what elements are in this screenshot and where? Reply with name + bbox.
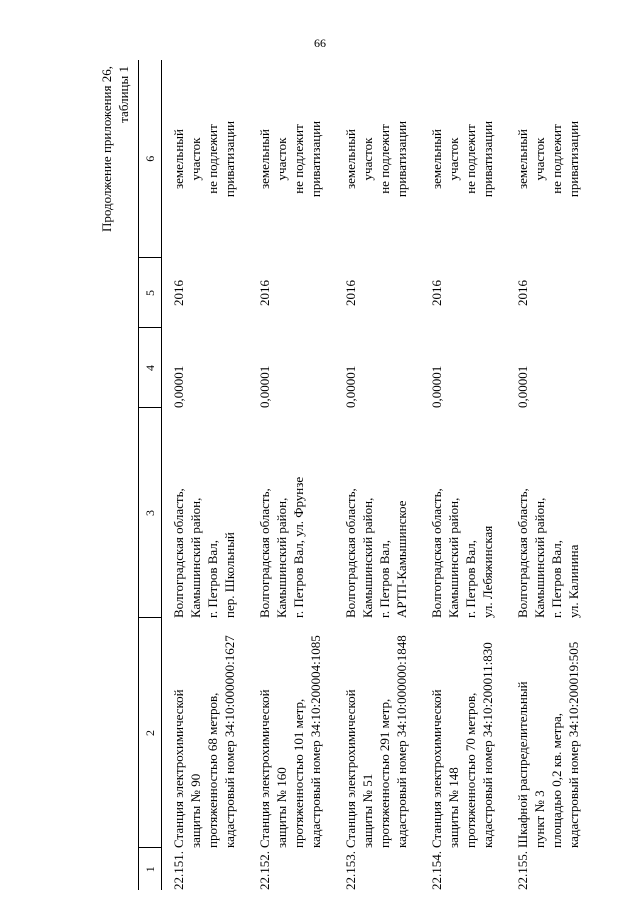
cell-line: не подлежит xyxy=(205,124,220,194)
address-cell xyxy=(162,408,249,618)
cell-line: ул. Лебяжинская xyxy=(480,525,495,618)
cell-line: не подлежит xyxy=(463,124,478,194)
note-cell xyxy=(162,60,249,258)
address-cell xyxy=(248,408,334,618)
cell-line: Шкафной распределительный xyxy=(515,681,530,848)
cell-line: приватизации xyxy=(308,120,323,198)
cell-line: участок xyxy=(188,137,203,181)
address-cell xyxy=(334,408,420,618)
year-cell: 2016 xyxy=(515,280,530,306)
table-row xyxy=(506,60,592,890)
cell-line: приватизации xyxy=(222,120,237,198)
area-cell: 0,00001 xyxy=(515,365,530,408)
cell-line: протяженностью 68 метров, xyxy=(205,692,220,848)
cell-line: земельный xyxy=(429,129,444,189)
object-name-cell xyxy=(334,618,420,848)
note-cell xyxy=(420,60,506,258)
cell-line: не подлежит xyxy=(291,124,306,194)
cell-line: Камышинский район, xyxy=(274,497,289,618)
cell-line: приватизации xyxy=(566,120,581,198)
cell-line: г. Петров Вал, xyxy=(377,539,392,618)
row-number-cell: 22.152. xyxy=(257,851,272,890)
cell-line: приватизации xyxy=(394,120,409,198)
column-header: 5 xyxy=(139,258,162,328)
cell-line: участок xyxy=(360,137,375,181)
cell-line: кадастровый номер 34:10:200019:505 xyxy=(566,641,581,848)
area-cell: 0,00001 xyxy=(171,365,186,408)
row-number-cell: 22.151. xyxy=(171,851,186,890)
cell-line: г. Петров Вал, xyxy=(549,539,564,618)
cell-line: Станция электрохимической xyxy=(343,689,358,848)
cell-line: площадью 0,2 кв. метра, xyxy=(549,712,564,848)
cell-line: г. Петров Вал, xyxy=(205,539,220,618)
area-cell: 0,00001 xyxy=(429,365,444,408)
column-header: 6 xyxy=(139,60,162,258)
cell-line: г. Петров Вал, ул. Фрунзе xyxy=(291,476,306,618)
row-number-cell: 22.155. xyxy=(515,851,530,890)
column-header: 1 xyxy=(139,848,162,890)
cell-line: протяженностью 70 метров, xyxy=(463,692,478,848)
column-header: 3 xyxy=(139,408,162,618)
note-cell xyxy=(506,60,592,258)
property-table xyxy=(138,60,592,890)
cell-line: защиты № 90 xyxy=(188,773,203,848)
table-row xyxy=(162,60,249,890)
header-row xyxy=(139,60,162,890)
cell-line: земельный xyxy=(515,129,530,189)
row-number-cell: 22.154. xyxy=(429,851,444,890)
cell-line: г. Петров Вал, xyxy=(463,539,478,618)
year-cell: 2016 xyxy=(429,280,444,306)
cell-line: защиты № 160 xyxy=(274,767,289,848)
cell-line: Камышинский район, xyxy=(188,497,203,618)
cell-line: земельный xyxy=(257,129,272,189)
area-cell: 0,00001 xyxy=(343,365,358,408)
cell-line: защиты № 51 xyxy=(360,773,375,848)
object-name-cell xyxy=(248,618,334,848)
cell-line: АРТП-Камышинское xyxy=(394,500,409,618)
table-caption xyxy=(98,66,132,232)
object-name-cell xyxy=(162,618,249,848)
area-cell: 0,00001 xyxy=(257,365,272,408)
year-cell: 2016 xyxy=(171,280,186,306)
rotated-table-page xyxy=(96,40,604,890)
cell-line: Камышинский район, xyxy=(360,497,375,618)
cell-line: кадастровый номер 34:10:000000:1848 xyxy=(394,635,409,848)
cell-line: Станция электрохимической xyxy=(257,689,272,848)
cell-line: Волгоградская область, xyxy=(429,488,444,618)
address-cell xyxy=(420,408,506,618)
object-name-cell xyxy=(420,618,506,848)
cell-line: ул. Калинина xyxy=(566,544,581,618)
cell-line: Волгоградская область, xyxy=(171,488,186,618)
cell-line: Волгоградская область, xyxy=(515,488,530,618)
cell-line: кадастровый номер 34:10:200011:830 xyxy=(480,642,495,848)
cell-line: участок xyxy=(274,137,289,181)
cell-line: протяженностью 291 метр, xyxy=(377,698,392,848)
object-name-cell xyxy=(506,618,592,848)
cell-line: Камышинский район, xyxy=(532,497,547,618)
cell-line: не подлежит xyxy=(377,124,392,194)
cell-line: пункт № 3 xyxy=(532,790,547,848)
cell-line: Волгоградская область, xyxy=(257,488,272,618)
table-row xyxy=(248,60,334,890)
cell-line: Станция электрохимической xyxy=(171,689,186,848)
cell-line: кадастровый номер 34:10:200004:1085 xyxy=(308,635,323,848)
cell-line: Станция электрохимической xyxy=(429,689,444,848)
cell-line: протяженностью 101 метр, xyxy=(291,698,306,848)
cell-line: участок xyxy=(532,137,547,181)
note-cell xyxy=(334,60,420,258)
cell-line: земельный xyxy=(343,129,358,189)
address-cell xyxy=(506,408,592,618)
cell-line: кадастровый номер 34:10:000000:1627 xyxy=(222,635,237,848)
caption-line: Продолжение приложения 26, xyxy=(99,66,114,233)
table-row xyxy=(420,60,506,890)
note-cell xyxy=(248,60,334,258)
column-header: 4 xyxy=(139,328,162,408)
cell-line: Волгоградская область, xyxy=(343,488,358,618)
cell-line: приватизации xyxy=(480,120,495,198)
table-row xyxy=(334,60,420,890)
year-cell: 2016 xyxy=(343,280,358,306)
cell-line: участок xyxy=(446,137,461,181)
cell-line: защиты № 148 xyxy=(446,767,461,848)
page-number: 66 xyxy=(314,36,326,50)
caption-line: таблицы 1 xyxy=(116,66,131,123)
column-header: 2 xyxy=(139,618,162,848)
cell-line: пер. Школьный xyxy=(222,532,237,618)
cell-line: земельный xyxy=(171,129,186,189)
cell-line: Камышинский район, xyxy=(446,497,461,618)
year-cell: 2016 xyxy=(257,280,272,306)
cell-line: не подлежит xyxy=(549,124,564,194)
row-number-cell: 22.153. xyxy=(343,851,358,890)
